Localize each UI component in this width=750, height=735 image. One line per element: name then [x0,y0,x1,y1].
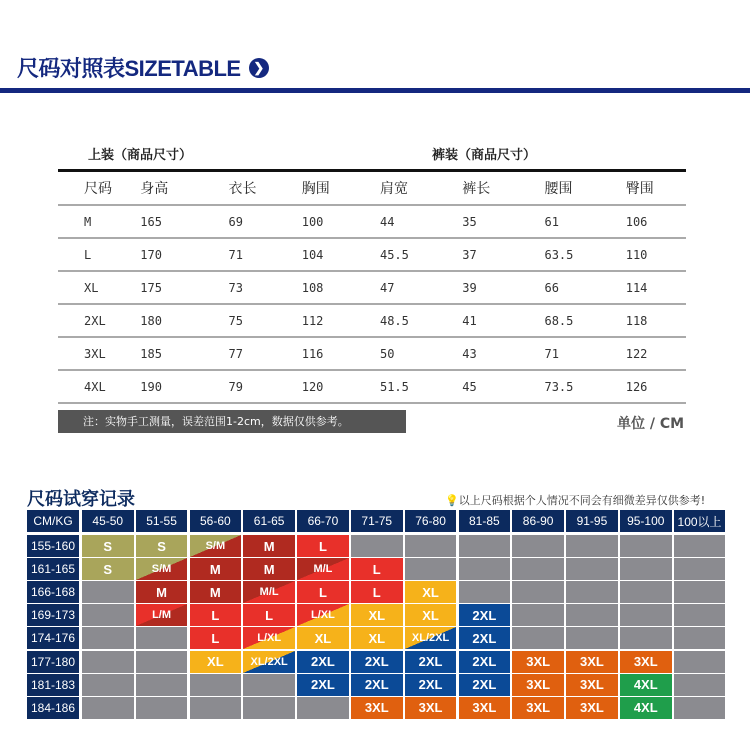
weight-header: 100以上 [674,510,726,532]
table-cell: 3XL [58,337,140,370]
size-cell [243,535,295,557]
table-cell: 39 [462,271,544,304]
size-cell-empty [190,674,242,696]
table-cell: 175 [140,271,228,304]
size-label: 3XL [526,654,551,669]
table-cell: 73 [229,271,302,304]
size-cell-empty [566,627,618,649]
lightbulb-icon: 💡 [445,494,459,507]
size-cell-empty [512,535,564,557]
size-cell [297,535,349,557]
table-cell: 108 [302,271,380,304]
table-cell: 66 [544,271,625,304]
size-cell [82,558,134,580]
size-label: XL [314,630,332,646]
size-cell-empty [566,581,618,603]
height-header: 166-168 [27,581,79,603]
size-cell [405,581,457,603]
table-cell: 2XL [58,304,140,337]
size-cell-empty [243,697,295,719]
table-cell: 45.5 [380,238,462,271]
table-cell: 122 [626,337,686,370]
size-cell-empty [459,535,511,557]
table-cell: 71 [544,337,625,370]
size-split-label: S/M [205,540,226,552]
table-cell: 126 [626,370,686,403]
size-cell-empty [136,627,188,649]
size-cell [405,674,457,696]
size-cell [459,627,511,649]
size-label: M [156,584,167,600]
size-cell-empty [405,558,457,580]
size-cell [459,674,511,696]
size-cell [297,674,349,696]
size-split-label: XL/2XL [250,655,288,668]
table-cell: 104 [302,238,380,271]
weight-header: 95-100 [620,510,672,532]
size-cell [351,674,403,696]
size-cell-empty [674,697,726,719]
size-cell [190,535,242,557]
size-cell [512,651,564,673]
size-cell-empty [351,535,403,557]
size-cell-empty [136,674,188,696]
size-label: S [103,561,113,577]
page-title [17,52,269,83]
fitting-note-text: 以上尺码根据个人情况不同会有细微差异仅供参考! [458,494,706,507]
size-cell [351,581,403,603]
size-cell [243,581,295,603]
table-cell: 79 [229,370,302,403]
size-cell [136,558,188,580]
size-cell [405,627,457,649]
size-cell [297,604,349,626]
fitting-title: 尺码试穿记录 [27,489,135,510]
size-label: XL [422,584,439,600]
size-cell-empty [136,651,188,673]
size-cell-empty [674,651,726,673]
size-split-label: S/M [151,563,172,576]
size-split-label: L/M [152,609,172,622]
size-label: 2XL [472,607,497,623]
size-cell [459,697,511,719]
table-cell: 118 [626,304,686,337]
table-cell: 75 [229,304,302,337]
height-header: 161-165 [27,558,79,580]
size-cell-empty [405,535,457,557]
size-label: 3XL [472,700,497,716]
size-label: 3XL [580,700,604,716]
title-divider [0,88,750,93]
size-label: M [263,538,275,554]
size-split-label: XL/2XL [411,632,450,645]
column-header: 尺码 [58,172,140,205]
height-header: 169-173 [27,604,79,626]
weight-header: 56-60 [190,510,242,532]
size-label: L [318,538,327,554]
size-cell-empty [674,535,726,557]
size-cell-empty [82,627,134,649]
size-cell [243,651,295,673]
size-label: 3XL [526,700,551,716]
size-cell-empty [82,651,134,673]
title-text: 尺码对照表SIZETABLE [17,56,241,81]
size-label: S [157,538,166,554]
size-split-label: L/XL [257,632,282,645]
size-cell [351,604,403,626]
size-cell-empty [674,627,726,649]
size-label: L [211,607,220,623]
table-row [58,271,686,304]
size-label: 3XL [418,700,443,716]
table-cell: 43 [462,337,544,370]
size-label: L [372,584,381,600]
size-cell [243,627,295,649]
table-row [58,205,686,238]
size-cell [405,697,457,719]
size-label: XL [422,607,439,623]
table-cell: 51.5 [380,370,462,403]
size-cell-empty [674,604,726,626]
table-cell: 69 [229,205,302,238]
size-cell-empty [620,535,672,557]
table-cell: 180 [140,304,228,337]
size-cell-empty [620,627,672,649]
size-label: M [209,561,221,577]
size-cell [243,604,295,626]
size-label: XL [368,630,386,646]
table-header-row [58,172,686,205]
size-cell [459,651,511,673]
column-header: 裤长 [462,172,544,205]
size-cell [82,535,134,557]
size-label: 2XL [364,654,389,669]
chevron-right-icon[interactable]: ❯ [249,58,269,78]
size-cell [620,651,672,673]
size-label: L [265,607,274,623]
column-header: 胸围 [302,172,380,205]
table-cell: 50 [380,337,462,370]
size-cell [190,558,242,580]
size-cell-empty [82,604,134,626]
weight-header: 66-70 [297,510,349,532]
table-cell: 35 [462,205,544,238]
size-cell-empty [190,697,242,719]
table-cell: 4XL [58,370,140,403]
size-cell [351,627,403,649]
tops-label: 上装（商品尺寸） [88,148,193,163]
size-cell [190,651,242,673]
size-label: 3XL [633,654,658,669]
size-cell [351,558,403,580]
table-cell: L [58,238,140,271]
size-label: XL [207,654,224,669]
size-cell [297,627,349,649]
size-cell [243,558,295,580]
size-cell [459,604,511,626]
size-split-label: L/XL [311,609,335,622]
size-cell [136,604,188,626]
pants-label: 裤装（商品尺寸） [432,148,537,163]
size-cell [566,674,618,696]
size-cell [136,535,188,557]
size-label: XL [368,607,386,623]
size-label: 4XL [633,677,658,693]
size-cell [190,604,242,626]
weight-header: 76-80 [405,510,457,532]
table-cell: 190 [140,370,228,403]
table-cell: 48.5 [380,304,462,337]
size-cell-empty [620,581,672,603]
table-cell: 71 [229,238,302,271]
column-header: 肩宽 [380,172,462,205]
measurement-note: 注：实物手工测量，误差范围1-2cm，数据仅供参考。 [58,410,406,433]
size-cell-empty [620,604,672,626]
size-cell [620,697,672,719]
size-cell [512,674,564,696]
size-label: 2XL [418,654,443,669]
size-label: 2XL [364,677,389,693]
table-cell: 120 [302,370,380,403]
size-cell [190,627,242,649]
table-cell: M [58,205,140,238]
size-cell-empty [82,697,134,719]
size-cell [405,604,457,626]
table-cell: 68.5 [544,304,625,337]
size-cell-empty [512,558,564,580]
fitting-note [445,492,705,508]
size-cell-empty [512,581,564,603]
height-header: 184-186 [27,697,79,719]
size-cell-empty [566,558,618,580]
size-cell [136,581,188,603]
size-cell [351,651,403,673]
table-cell: 45 [462,370,544,403]
size-label: L [211,630,220,646]
size-label: 2XL [418,677,443,693]
table-cell: XL [58,271,140,304]
height-header: 155-160 [27,535,79,557]
size-label: 2XL [311,654,335,669]
table-row [58,337,686,370]
table-cell: 170 [140,238,228,271]
table-cell: 100 [302,205,380,238]
size-cell-empty [82,581,134,603]
table-cell: 41 [462,304,544,337]
size-cell [351,697,403,719]
corner-header: CM/KG [27,510,79,532]
table-cell: 77 [229,337,302,370]
table-cell: 116 [302,337,380,370]
size-cell [405,651,457,673]
table-cell: 47 [380,271,462,304]
size-cell-empty [459,558,511,580]
size-label: M [209,584,221,600]
size-label: L [318,584,327,600]
weight-header: 61-65 [243,510,295,532]
weight-header: 91-95 [566,510,618,532]
size-cell-empty [297,697,349,719]
table-cell: 112 [302,304,380,337]
size-cell [566,651,618,673]
table-cell: 63.5 [544,238,625,271]
table-cell: 73.5 [544,370,625,403]
weight-header: 86-90 [512,510,564,532]
size-label: 2XL [472,677,497,693]
size-label: S [103,538,113,554]
size-label: 3XL [364,700,389,716]
size-label: 3XL [580,677,604,693]
weight-header: 81-85 [459,510,511,532]
table-cell: 114 [626,271,686,304]
size-label: 3XL [526,677,551,693]
size-cell-empty [674,581,726,603]
table-cell: 106 [626,205,686,238]
table-cell: 44 [380,205,462,238]
size-label: M [263,561,275,577]
size-split-label: M/L [313,563,333,576]
size-cell-empty [620,558,672,580]
size-split-label: M/L [259,586,279,599]
table-cell: 185 [140,337,228,370]
size-label: 3XL [580,654,604,669]
column-header: 衣长 [229,172,302,205]
column-header: 腰围 [544,172,625,205]
size-cell [297,558,349,580]
table-cell: 61 [544,205,625,238]
size-cell-empty [459,581,511,603]
size-cell-empty [82,674,134,696]
size-cell-empty [512,604,564,626]
weight-header: 45-50 [82,510,134,532]
size-cell [297,651,349,673]
size-cell-empty [243,674,295,696]
unit-label: 单位 / CM [617,416,685,432]
height-header: 181-183 [27,674,79,696]
size-label: 2XL [311,677,335,693]
size-cell-empty [566,604,618,626]
size-cell-empty [566,535,618,557]
size-cell [190,581,242,603]
table-row [58,370,686,403]
size-label: 4XL [633,700,658,716]
size-cell [512,697,564,719]
table-cell: 110 [626,238,686,271]
height-header: 177-180 [27,651,79,673]
weight-header: 71-75 [351,510,403,532]
size-label: L [372,561,381,577]
table-cell: 165 [140,205,228,238]
table-row [58,238,686,271]
size-cell-empty [512,627,564,649]
size-cell [566,697,618,719]
height-header: 174-176 [27,627,79,649]
size-table [58,172,686,404]
weight-header: 51-55 [136,510,188,532]
size-cell-empty [136,697,188,719]
size-cell [620,674,672,696]
size-label: 2XL [472,654,497,669]
column-header: 臀围 [626,172,686,205]
column-header: 身高 [140,172,228,205]
size-label: 2XL [472,630,497,646]
size-cell-empty [674,558,726,580]
size-cell [297,581,349,603]
size-cell-empty [674,674,726,696]
table-cell: 37 [462,238,544,271]
table-row [58,304,686,337]
